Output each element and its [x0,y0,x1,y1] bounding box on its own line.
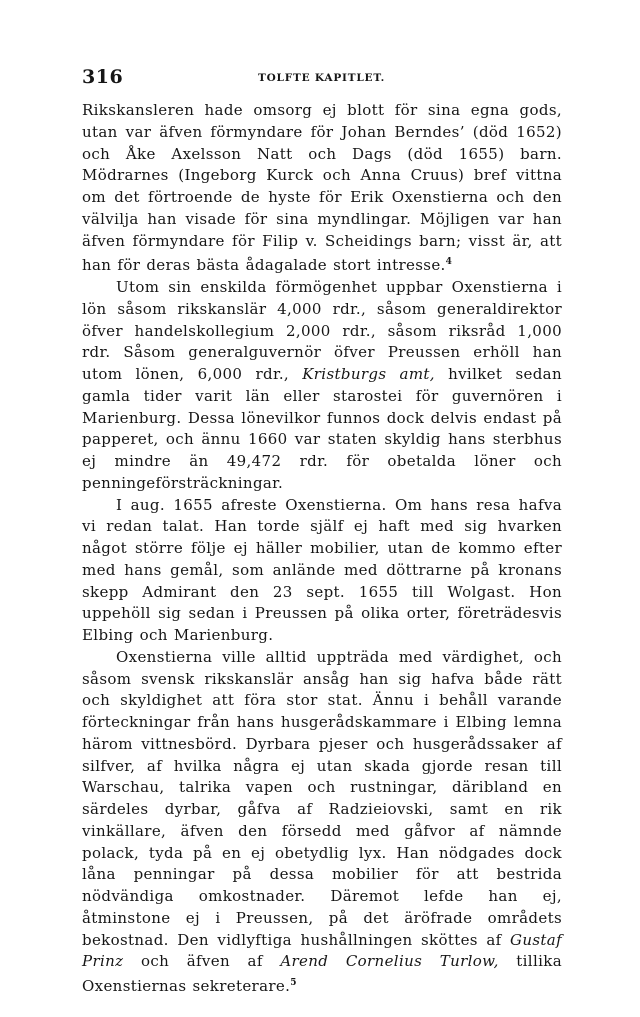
text-segment: hvilket sedan gamla tider varit län eller starostei för guvernören i Marienburg. Dessa lönevilkor funnos dock delvis endast på papperet, och ännu 1660 var staten skyldig hans sterbhus ej mindre än 49,472 rdr. för obetalda löner och penningeförsträckningar. [82,365,562,492]
text-segment: och äfven af [123,952,281,971]
paragraph-2 [82,277,562,495]
text-segment: I aug. 1655 afreste Oxenstierna. Om hans resa hafva vi redan talat. Han torde själf ej haft med sig hvarken något större följe ej häller mobilier, utan de kommo efter med hans gemål, som anlände med döttrarne på kronans skepp Admirant den 23 sept. 1655 till Wolgast. Hon uppehöll sig sedan i Preussen på olika orter, företrädesvis Elbing och Marienburg. [82,495,562,644]
italic-segment: Kristburgs amt, [302,365,435,383]
footnote-marker: 4 [445,257,453,268]
footnote-marker: 5 [290,978,297,988]
text-segment: tillika Oxenstiernas sekreterare. [82,952,562,995]
body-text [82,100,562,998]
paragraph-3 [82,495,562,647]
italic-segment: Gustaf Prinz [82,930,562,971]
page-header [82,66,560,90]
italic-segment: Arend Cornelius Turlow, [280,952,499,971]
paragraph-4 [82,647,562,998]
text-segment: Rikskansleren hade omsorg ej blott för sina egna gods, utan var äfven förmyndare för Johan Berndes’ (död 1652) och Åke Axelsson Natt och Dags (död 1655) barn. Mödrarnes (Ingeborg Kurck och Anna Cruus) bref vittna om det förtroende de hyste för Erik Oxenstierna och den välvilja han visade för sina myndlingar. Möjligen var han äfven förmyndare för Filip v. Scheidings barn; visst är, att han för deras bästa ådagalade stort intresse. [82,101,562,275]
text-segment: Utom sin enskilda förmögenhet uppbar Oxenstierna i lön såsom rikskanslär 4,000 rdr., såsom generaldirektor öfver handelskollegium 2,000 rdr., såsom riksråd 1,000 rdr. Såsom generalguvernör öfver Preussen erhöll han utom lönen, 6,000 rdr., [82,278,562,383]
text-segment: Oxenstierna ville alltid uppträda med värdighet, och såsom svensk rikskanslär ansåg han sig hafva både rätt och skyldighet att föra stor stat. Ännu i behåll varande förteckningar från hans husgerådskammare i Elbing lemna härom vittnesbörd. Dyrbara pjeser och husgerådssaker af silfver, af hvilka några ej utan skada gjorde resan till Warschau, talrika vapen och rustningar, däribland en särdeles dyrbar, gåfva af Radzieiovski, samt en rik vinkällare, äfven den försedd med gåfvor af nämnde polack, tyda på en ej obetydlig lyx. Han nödgades dock låna penningar på dessa mobilier för att bestrida nödvändiga omkostnader. Däremot lefde han ej, åtminstone ej i Preussen, på det äröfrade områdets bekostnad. Den vidlyftiga hushållningen sköttes af [82,647,562,949]
running-head: TOLFTE KAPITLET. [258,72,386,84]
paragraph-1 [82,100,562,277]
page-number: 316 [82,66,124,88]
